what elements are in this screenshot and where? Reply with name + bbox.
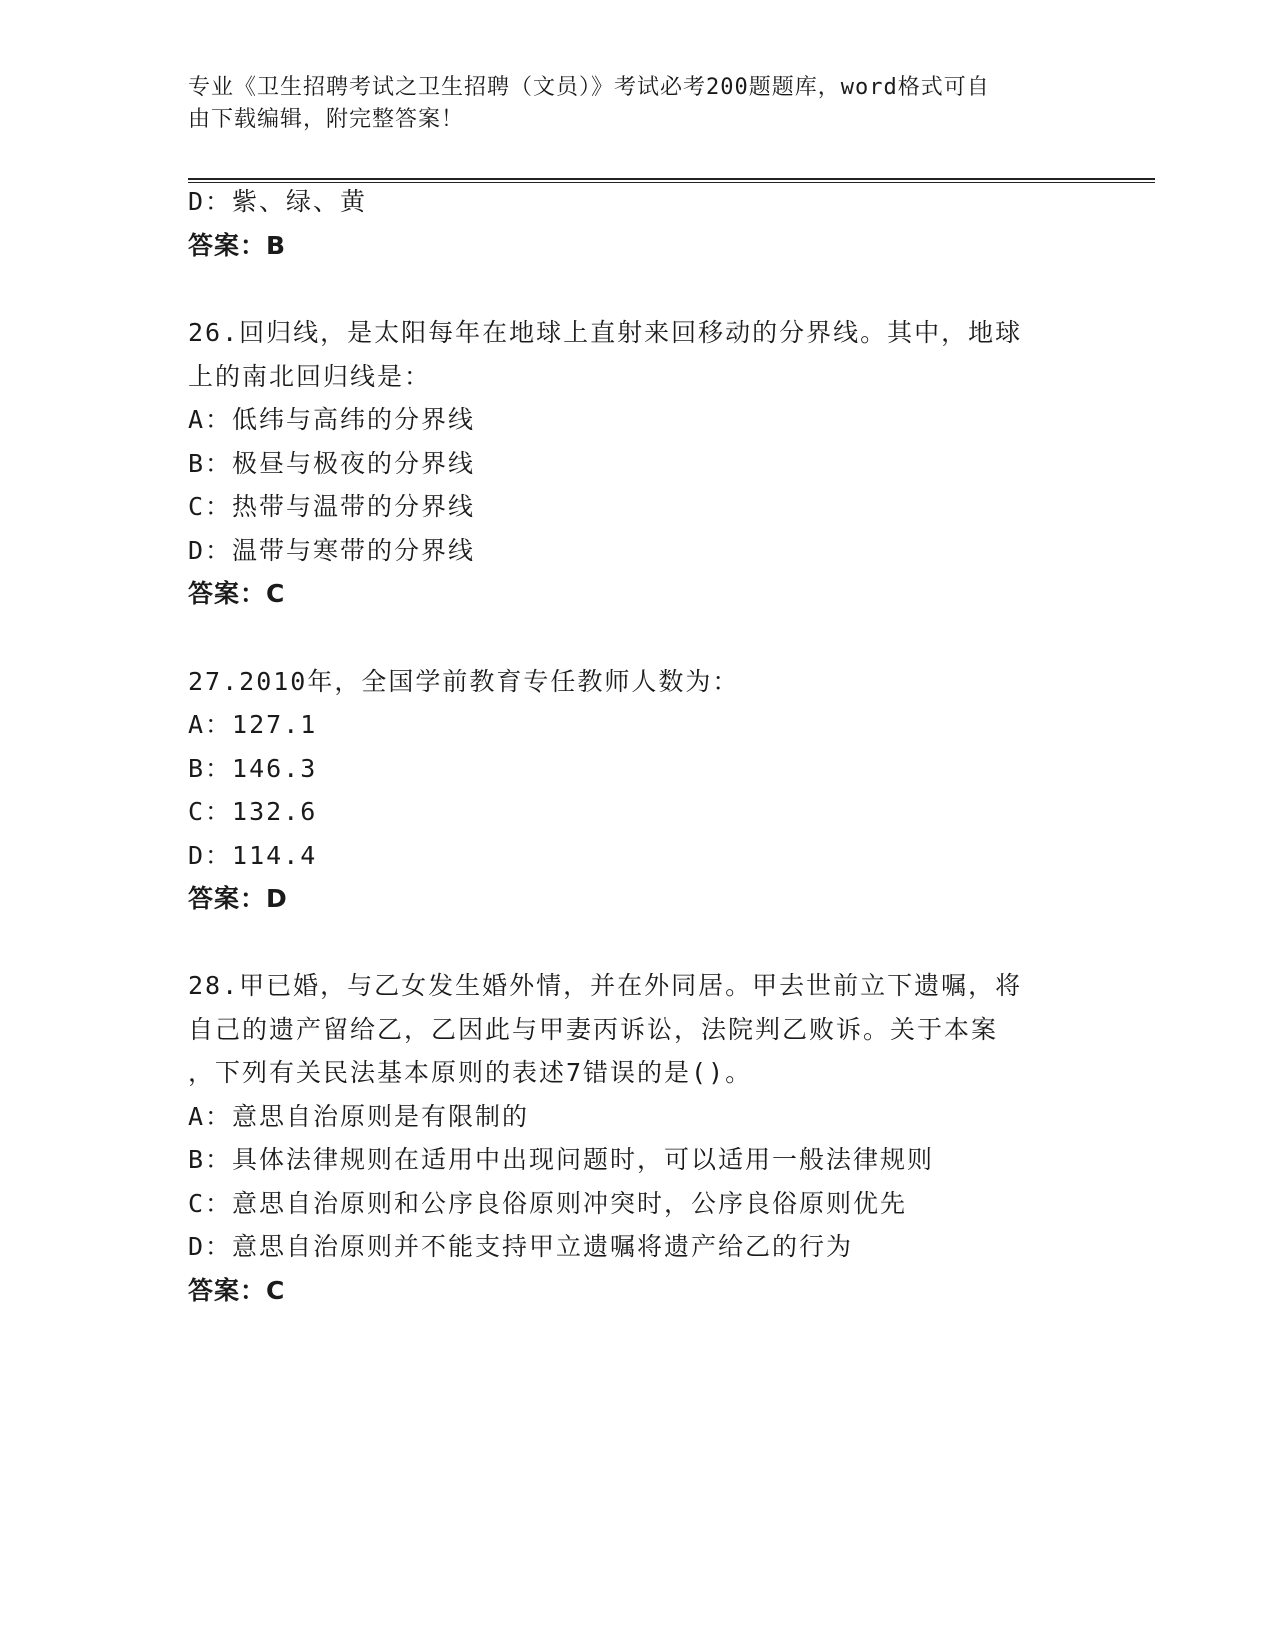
q28-answer: 答案：C	[188, 1276, 286, 1305]
header-line-1: 专业《卫生招聘考试之卫生招聘（文员）》考试必考200题题库，word格式可自	[188, 75, 990, 100]
q28-option-d: D：意思自治原则并不能支持甲立遗嘱将遗产给乙的行为	[188, 1232, 854, 1261]
q28-stem-line-1: 28.甲已婚，与乙女发生婚外情，并在外同居。甲去世前立下遗嘱，将	[188, 971, 1023, 1000]
q27-answer: 答案：D	[188, 884, 288, 913]
q27-option-a: A：127.1	[188, 710, 318, 739]
page-header	[188, 72, 1088, 136]
q26-answer: 答案：C	[188, 579, 286, 608]
q26-stem-line-1: 26.回归线，是太阳每年在地球上直射来回移动的分界线。其中，地球	[188, 318, 1023, 347]
prev-answer: 答案：B	[188, 231, 287, 260]
q26-option-c: C：热带与温带的分界线	[188, 492, 476, 521]
q28-option-b: B：具体法律规则在适用中出现问题时，可以适用一般法律规则	[188, 1145, 935, 1174]
q26-stem-line-2: 上的南北回归线是：	[188, 362, 432, 391]
q28-option-c: C：意思自治原则和公序良俗原则冲突时，公序良俗原则优先	[188, 1189, 908, 1218]
q26-option-d: D：温带与寒带的分界线	[188, 536, 476, 565]
q28-stem-line-3: ，下列有关民法基本原则的表述7错误的是()。	[188, 1058, 753, 1087]
q27-option-b: B：146.3	[188, 754, 318, 783]
q28-stem-line-2: 自己的遗产留给乙，乙因此与甲妻丙诉讼，法院判乙败诉。关于本案	[188, 1015, 999, 1044]
header-divider	[188, 178, 1155, 183]
q27-stem-line-1: 27.2010年，全国学前教育专任教师人数为：	[188, 667, 740, 696]
q26-option-a: A：低纬与高纬的分界线	[188, 405, 476, 434]
q27-option-c: C：132.6	[188, 797, 318, 826]
q26-option-b: B：极昼与极夜的分界线	[188, 449, 476, 478]
header-line-2: 由下载编辑，附完整答案！	[188, 107, 465, 132]
q27-option-d: D：114.4	[188, 841, 318, 870]
q28-option-a: A：意思自治原则是有限制的	[188, 1102, 530, 1131]
prev-option-d: D：紫、绿、黄	[188, 187, 368, 216]
